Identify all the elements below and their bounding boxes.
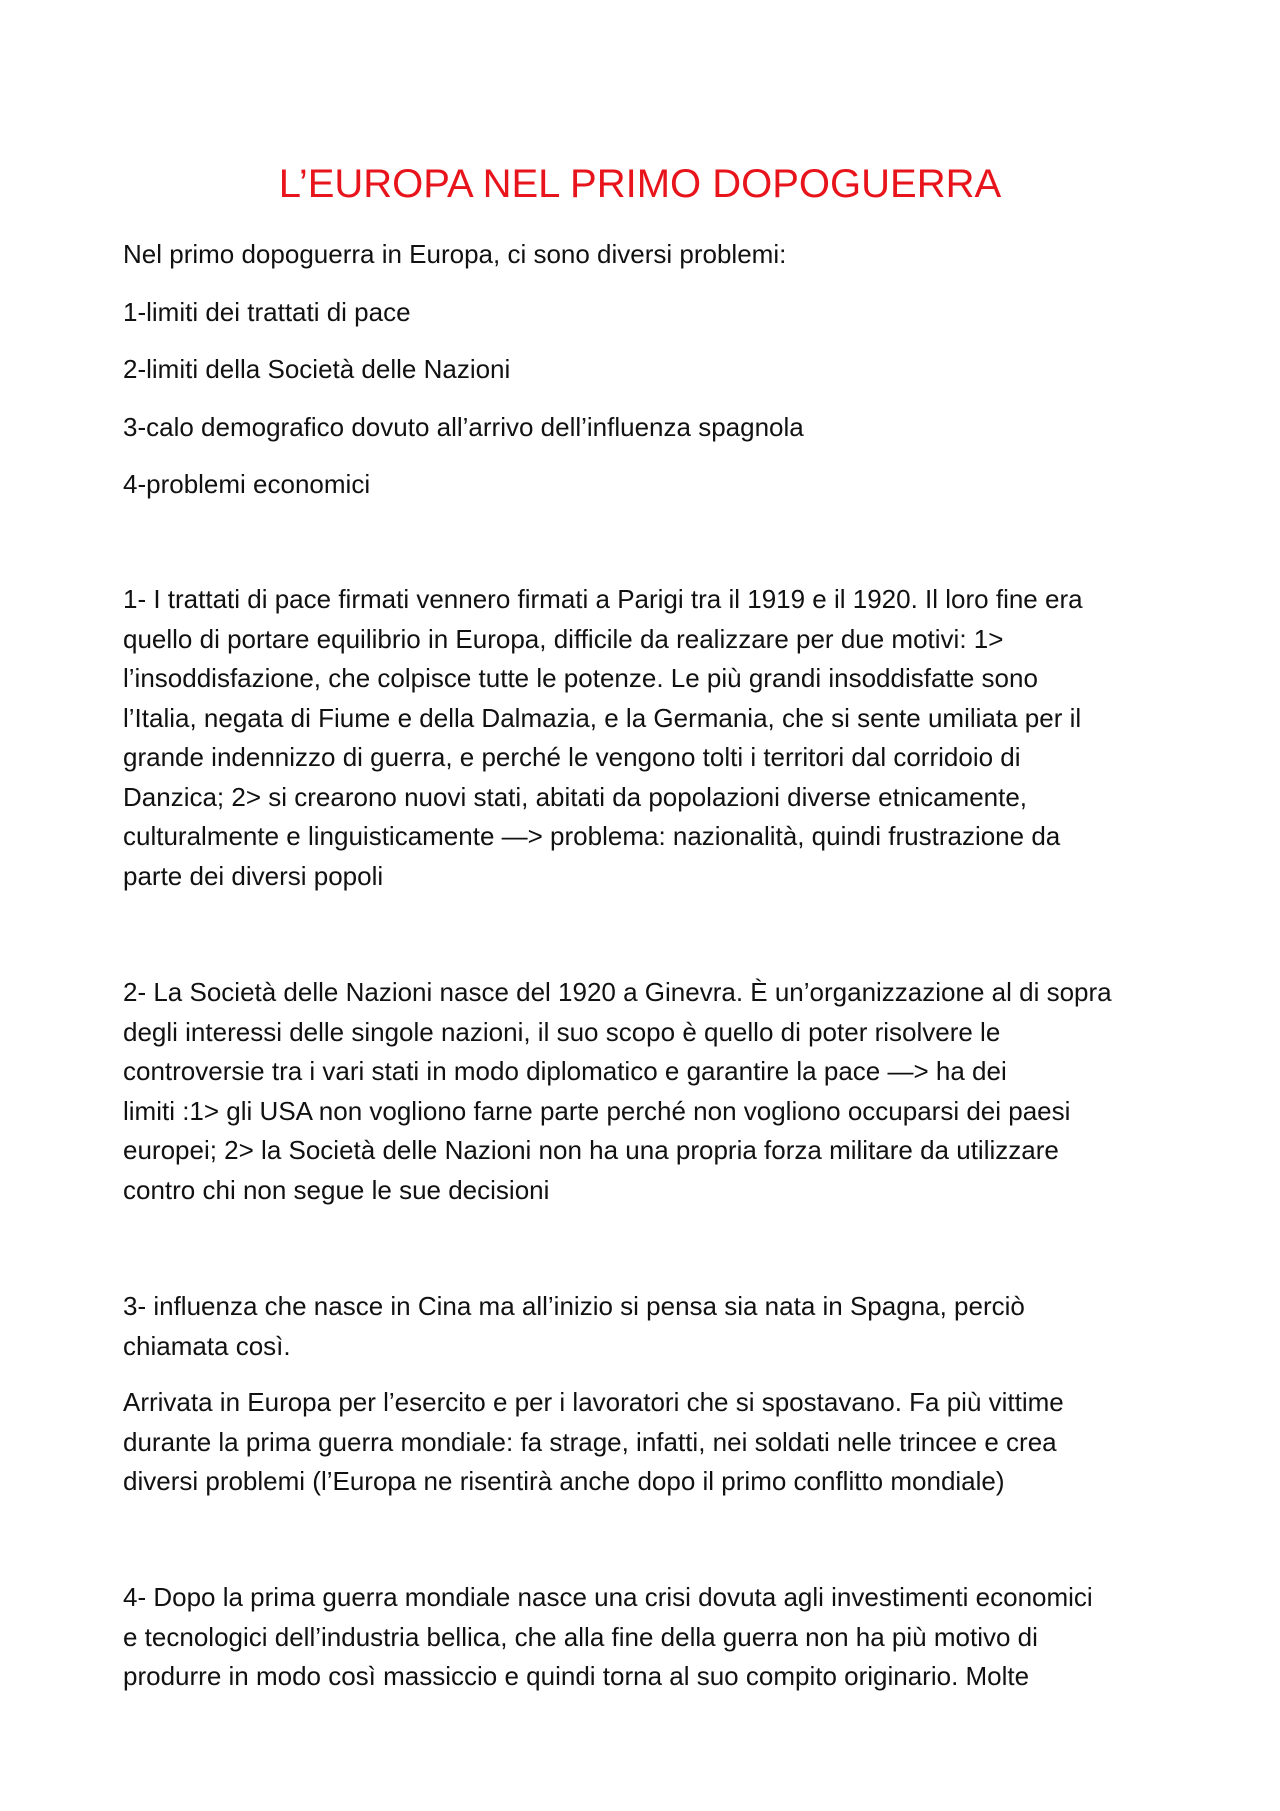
page-title: L’EUROPA NEL PRIMO DOPOGUERRA xyxy=(278,162,1002,206)
paragraph-line: quello di portare equilibrio in Europa, difficile da realizzare per due motivi: 1> xyxy=(123,623,1004,654)
paragraph-line: limiti :1> gli USA non vogliono farne parte perché non vogliono occuparsi dei paesi xyxy=(123,1095,1071,1126)
paragraph-line: degli interessi delle singole nazioni, il suo scopo è quello di poter risolvere le xyxy=(123,1016,1001,1047)
paragraph-line: diversi problemi (l’Europa ne risentirà anche dopo il primo conflitto mondiale) xyxy=(123,1466,1005,1496)
paragraph-line: l’insoddisfazione, che colpisce tutte le potenze. Le più grandi insoddisfatte sono xyxy=(123,663,1038,693)
paragraph-line: contro chi non segue le sue decisioni xyxy=(123,1174,550,1205)
paragraph-line: e tecnologici dell’industria bellica, che alla fine della guerra non ha più motivo di xyxy=(123,1621,1038,1652)
list-item: 4-problemi economici xyxy=(123,469,371,499)
paragraph-line: durante la prima guerra mondiale: fa strage, infatti, nei soldati nelle trincee e crea xyxy=(123,1426,1057,1457)
intro-text: Nel primo dopoguerra in Europa, ci sono diversi problemi: xyxy=(123,239,787,269)
paragraph-economic-problems xyxy=(123,1578,1183,1697)
list-item: 3-calo demografico dovuto all’arrivo dell’influenza spagnola xyxy=(123,412,804,442)
paragraph-line: 3- influenza che nasce in Cina ma all’inizio si pensa sia nata in Spagna, perciò xyxy=(123,1291,1025,1321)
paragraph-line: controversie tra i vari stati in modo diplomatico e garantire la pace —> ha dei xyxy=(123,1056,1007,1086)
paragraph-line: europei; 2> la Società delle Nazioni non ha una propria forza militare da utilizzare xyxy=(123,1135,1059,1165)
paragraph-line: Arrivata in Europa per l’esercito e per i lavoratori che si spostavano. Fa più vittime xyxy=(123,1387,1064,1417)
paragraph-line: culturalmente e linguisticamente —> problema: nazionalità, quindi frustrazione da xyxy=(123,821,1061,851)
list-item: 1-limiti dei trattati di pace xyxy=(123,297,411,327)
paragraph-line: grande indennizzo di guerra, e perché le vengono tolti i territori dal corridoio di xyxy=(123,742,1021,772)
paragraph-spanish-flu-spread xyxy=(123,1383,1183,1502)
paragraph-line: produrre in modo così massiccio e quindi torna al suo compito originario. Molte xyxy=(123,1661,1030,1691)
paragraph-line: parte dei diversi popoli xyxy=(123,860,384,891)
paragraph-treaties xyxy=(123,580,1183,896)
list-item: 2-limiti della Società delle Nazioni xyxy=(123,354,511,384)
paragraph-line: 4- Dopo la prima guerra mondiale nasce una crisi dovuta agli investimenti economici xyxy=(123,1582,1093,1612)
paragraph-line: chiamata così. xyxy=(123,1330,291,1361)
paragraph-line: l’Italia, negata di Fiume e della Dalmazia, e la Germania, che si sente umiliata per il xyxy=(123,702,1082,733)
paragraph-line: 1- I trattati di pace firmati vennero firmati a Parigi tra il 1919 e il 1920. Il loro fine era xyxy=(123,584,1083,614)
paragraph-line: Danzica; 2> si crearono nuovi stati, abitati da popolazioni diverse etnicamente, xyxy=(123,781,1028,812)
paragraph-league-of-nations xyxy=(123,973,1183,1210)
paragraph-spanish-flu xyxy=(123,1287,1183,1366)
paragraph-line: 2- La Società delle Nazioni nasce del 1920 a Ginevra. È un’organizzazione al di sopra xyxy=(123,977,1112,1007)
